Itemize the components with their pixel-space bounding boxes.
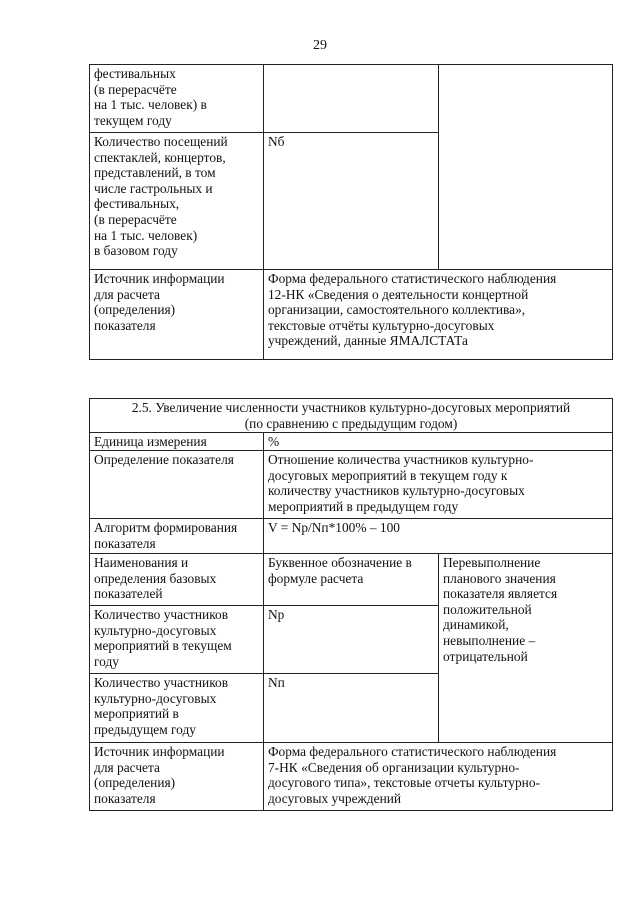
- cell-symbol: Nп: [263, 674, 438, 743]
- table-row: [90, 743, 613, 811]
- cell-label: Буквенное обозначение в формуле расчета: [263, 554, 438, 606]
- cell-value: %: [263, 433, 612, 451]
- cell-label: Алгоритм формирования показателя: [90, 519, 264, 554]
- table-row: [90, 399, 613, 433]
- page-number: 29: [313, 38, 327, 53]
- indicator-table-continued: [89, 64, 613, 360]
- indicator-table-2-5: [89, 398, 613, 811]
- cell-note: Перевыполнение планового значения показателя является положительной динамикой, невыполнение – отрицательной: [438, 554, 612, 743]
- cell-value: Форма федерального статистического наблюдения 7-НК «Сведения об организации культурно- досугового типа», текстовые отчеты культурно- досуговых учреждений: [263, 743, 612, 811]
- cell-value: V = Np/Nп*100% – 100: [263, 519, 612, 554]
- table-row: [90, 270, 613, 360]
- cell-symbol: Np: [263, 606, 438, 674]
- cell-label: Количество участников культурно-досуговых мероприятий в предыдущем году: [90, 674, 264, 743]
- cell-label: Источник информации для расчета (определения) показателя: [90, 270, 264, 360]
- cell-label: Источник информации для расчета (определения) показателя: [90, 743, 264, 811]
- table-row: [90, 451, 613, 519]
- cell-label: Единица измерения: [90, 433, 264, 451]
- table-header: 2.5. Увеличение численности участников культурно-досуговых мероприятий (по сравнению с предыдущим годом): [90, 399, 613, 433]
- table-row: [90, 519, 613, 554]
- cell-symbol: Nб: [263, 133, 438, 270]
- table-row: [90, 433, 613, 451]
- cell-label: Наименования и определения базовых показателей: [90, 554, 264, 606]
- cell-label: Количество участников культурно-досуговых мероприятий в текущем году: [90, 606, 264, 674]
- cell-note: [438, 65, 612, 270]
- cell-symbol: [263, 65, 438, 133]
- cell-label: Количество посещений спектаклей, концертов, представлений, в том числе гастрольных и фестивальных, (в перерасчёте на 1 тыс. человек) в базовом году: [90, 133, 264, 270]
- cell-label: фестивальных (в перерасчёте на 1 тыс. человек) в текущем году: [90, 65, 264, 133]
- cell-label: Определение показателя: [90, 451, 264, 519]
- table-row: [90, 65, 613, 133]
- cell-value: Отношение количества участников культурно- досуговых мероприятий в текущем году к количеству участников культурно-досуговых мероприятий в предыдущем году: [263, 451, 612, 519]
- cell-value: Форма федерального статистического наблюдения 12-НК «Сведения о деятельности концертной организации, самостоятельного коллектива», текстовые отчёты культурно-досуговых учреждений, данные ЯМАЛСТАТа: [263, 270, 612, 360]
- table-row: [90, 554, 613, 606]
